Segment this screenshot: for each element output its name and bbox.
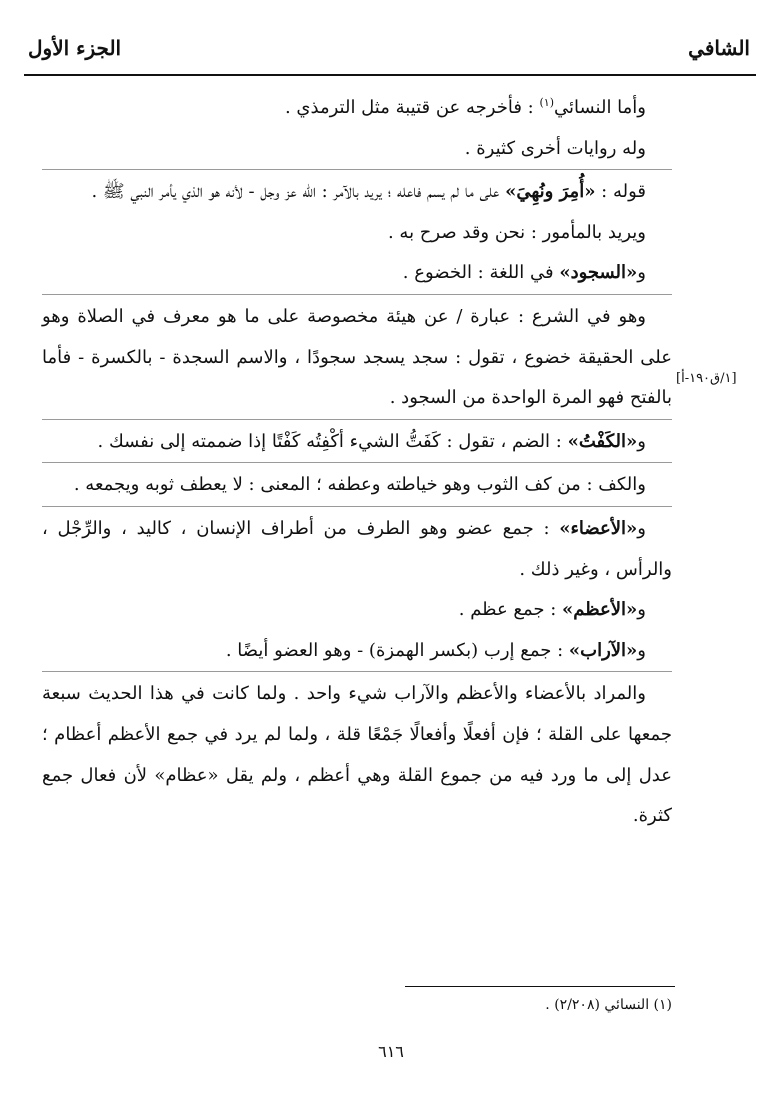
- footnote-marker: (١): [539, 96, 554, 109]
- running-header: [28, 30, 750, 70]
- book-title: الشافي: [688, 36, 750, 60]
- defined-term: «الأعضاء»: [559, 517, 638, 539]
- defined-term: «أُمِرَ ونُهِيَ»: [505, 181, 596, 203]
- footnote-rule: [405, 986, 675, 987]
- defined-term: «الكَفْتُ»: [567, 430, 638, 452]
- paragraph: وأما النسائي$^{(١)}$ : فأخرجه عن قتيبة مثل الترمذي .: [284, 96, 646, 118]
- paragraph: قوله : «أُمِرَ ونُهِيَ» على ما لم يسم فاعله ؛ يريد بالآمر : اللّٰه عز وجل - لأنه هو الذي يأمر النبي ﷺ .: [42, 169, 672, 213]
- paragraph: و«الآراب» : جمع إرب (بكسر الهمزة) - وهو العضو أيضًا .: [225, 639, 646, 661]
- header-rule: [24, 74, 756, 76]
- paragraph: والمراد بالأعضاء والأعظم والآراب شيء واحد . ولما كانت في هذا الحديث سبعة جمعها على القلة ؛ فإن أفعلًا وأفعالًا جَمْعًا قلة ، ولما لم يرد في جمع الأعظم أعظام ؛ عدل إلى ما ورد فيه من جموع القلة وهي أعظم ، ولم يقل «عظام» لأن فعال جمع كثرة.: [42, 671, 672, 836]
- paragraph: وهو في الشرع : عبارة / عن هيئة مخصوصة على ما هو معرف في الصلاة وهو على الحقيقة خضوع ، تقول : سجد يسجد سجودًا ، والاسم السجدة - بالكسرة - فأما بالفتح فهو المرة الواحدة من السجود .: [42, 294, 672, 419]
- paragraph: وله روايات أخرى كثيرة .: [464, 137, 646, 159]
- main-text: [42, 88, 672, 837]
- paragraph: و«الأعضاء» : جمع عضو وهو الطرف من أطراف الإنسان ، كاليد ، والرِّجْل ، والرأس ، وغير ذلك .: [42, 506, 672, 590]
- paragraph: و«الكَفْتُ» : الضم ، تقول : كَفَتُّ الشيء أكْفِتُه كَفْتًا إذا ضممته إلى نفسك .: [42, 419, 672, 463]
- defined-term: «الأعظم»: [562, 599, 638, 621]
- paragraph: و«السجود» في اللغة : الخضوع .: [402, 262, 646, 284]
- page-number: ٦١٦: [378, 1042, 404, 1061]
- defined-term: «الآراب»: [568, 639, 638, 661]
- footnote: (١) النسائي (٢/٢٠٨) .: [545, 997, 672, 1013]
- paragraph: و«الأعظم» : جمع عظم .: [458, 599, 646, 621]
- volume-label: الجزء الأول: [28, 36, 122, 60]
- defined-term: «السجود»: [559, 262, 638, 284]
- manuscript-folio-reference: [١/ق١٩٠-أ]: [676, 371, 737, 386]
- paragraph: والكف : من كف الثوب وهو خياطته وعطفه ؛ المعنى : لا يعطف ثوبه ويجمعه .: [42, 462, 672, 506]
- paragraph: ويريد بالمأمور : نحن وقد صرح به .: [387, 221, 646, 243]
